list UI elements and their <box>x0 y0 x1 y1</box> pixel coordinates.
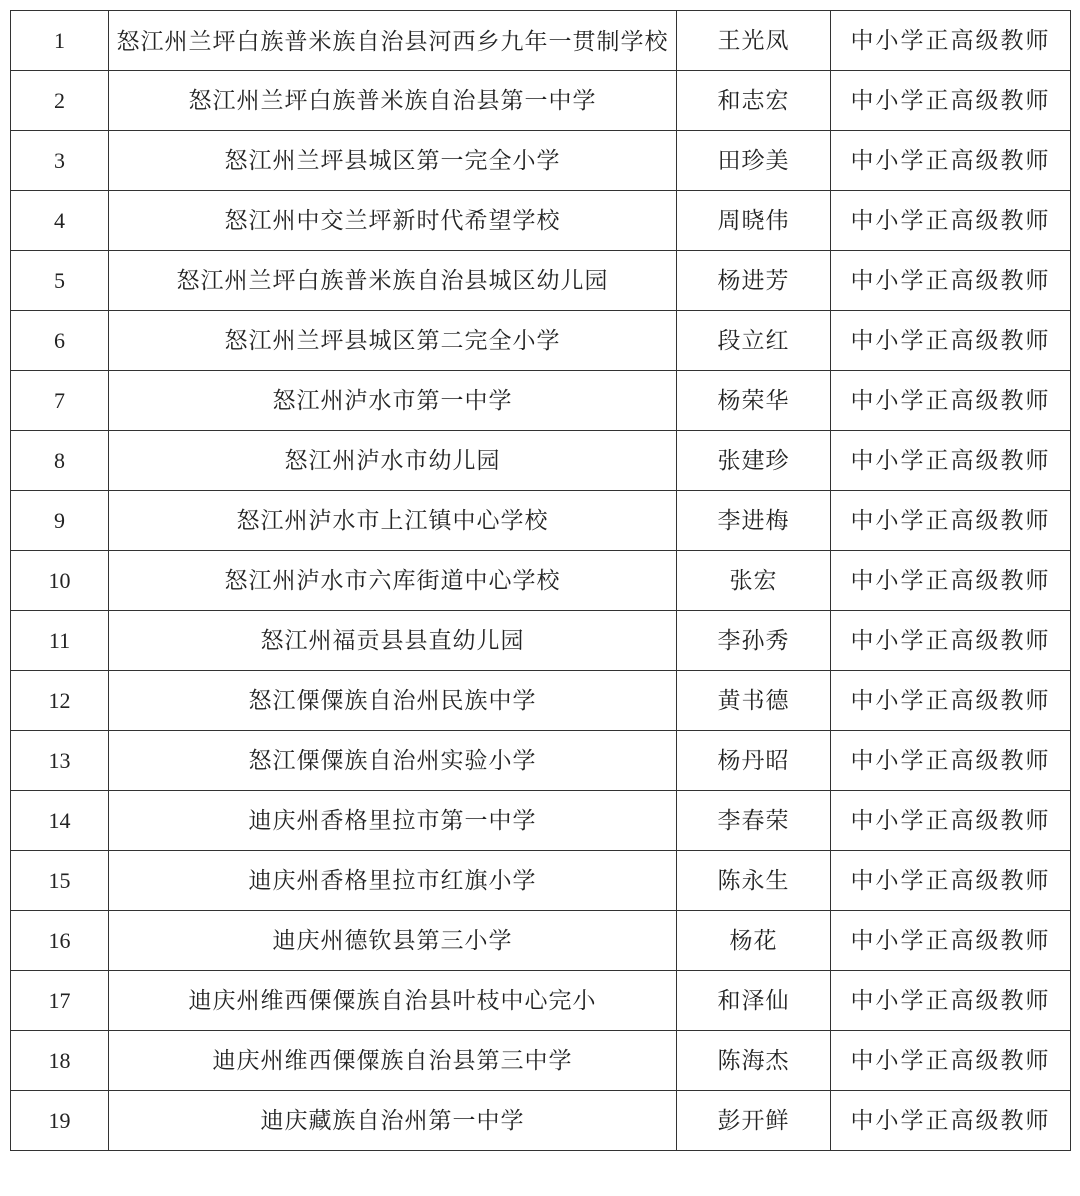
row-number: 16 <box>11 911 109 971</box>
teacher-title: 中小学正高级教师 <box>831 971 1071 1031</box>
teacher-title: 中小学正高级教师 <box>831 371 1071 431</box>
teacher-name: 杨花 <box>677 911 831 971</box>
school-name: 怒江州泸水市第一中学 <box>109 371 677 431</box>
teacher-name: 王光凤 <box>677 11 831 71</box>
row-number: 7 <box>11 371 109 431</box>
table-row <box>11 611 1071 671</box>
teacher-title: 中小学正高级教师 <box>831 731 1071 791</box>
table-row <box>11 791 1071 851</box>
teacher-name: 杨进芳 <box>677 251 831 311</box>
teacher-title: 中小学正高级教师 <box>831 491 1071 551</box>
teacher-name: 李进梅 <box>677 491 831 551</box>
school-name: 怒江州中交兰坪新时代希望学校 <box>109 191 677 251</box>
row-number: 3 <box>11 131 109 191</box>
teacher-title: 中小学正高级教师 <box>831 1091 1071 1151</box>
teacher-name: 张宏 <box>677 551 831 611</box>
teacher-name: 和志宏 <box>677 71 831 131</box>
school-name: 迪庆州香格里拉市红旗小学 <box>109 851 677 911</box>
teacher-title: 中小学正高级教师 <box>831 11 1071 71</box>
row-number: 5 <box>11 251 109 311</box>
row-number: 1 <box>11 11 109 71</box>
row-number: 10 <box>11 551 109 611</box>
teacher-name: 杨荣华 <box>677 371 831 431</box>
table-row <box>11 311 1071 371</box>
teacher-name: 李孙秀 <box>677 611 831 671</box>
school-name: 怒江州兰坪白族普米族自治县河西乡九年一贯制学校 <box>109 11 677 71</box>
teacher-title: 中小学正高级教师 <box>831 251 1071 311</box>
row-number: 14 <box>11 791 109 851</box>
row-number: 4 <box>11 191 109 251</box>
teacher-name: 杨丹昭 <box>677 731 831 791</box>
teacher-name: 彭开鲜 <box>677 1091 831 1151</box>
school-name: 怒江州兰坪县城区第二完全小学 <box>109 311 677 371</box>
table-row <box>11 551 1071 611</box>
school-name: 怒江州兰坪白族普米族自治县城区幼儿园 <box>109 251 677 311</box>
school-name: 怒江州泸水市上江镇中心学校 <box>109 491 677 551</box>
teacher-name: 陈海杰 <box>677 1031 831 1091</box>
row-number: 8 <box>11 431 109 491</box>
school-name: 迪庆藏族自治州第一中学 <box>109 1091 677 1151</box>
teacher-name: 陈永生 <box>677 851 831 911</box>
teacher-title: 中小学正高级教师 <box>831 851 1071 911</box>
row-number: 18 <box>11 1031 109 1091</box>
school-name: 怒江州兰坪县城区第一完全小学 <box>109 131 677 191</box>
row-number: 17 <box>11 971 109 1031</box>
school-name: 怒江州泸水市幼儿园 <box>109 431 677 491</box>
table-row <box>11 71 1071 131</box>
table-row <box>11 1031 1071 1091</box>
teacher-title: 中小学正高级教师 <box>831 131 1071 191</box>
teacher-title: 中小学正高级教师 <box>831 431 1071 491</box>
teacher-title: 中小学正高级教师 <box>831 911 1071 971</box>
table-row <box>11 911 1071 971</box>
table-row <box>11 251 1071 311</box>
teacher-list-table <box>10 10 1071 1151</box>
teacher-name: 田珍美 <box>677 131 831 191</box>
school-name: 怒江州泸水市六库街道中心学校 <box>109 551 677 611</box>
teacher-list-table-container <box>10 10 1070 1151</box>
school-name: 怒江州福贡县县直幼儿园 <box>109 611 677 671</box>
teacher-title: 中小学正高级教师 <box>831 551 1071 611</box>
teacher-name: 和泽仙 <box>677 971 831 1031</box>
teacher-name: 李春荣 <box>677 791 831 851</box>
teacher-title: 中小学正高级教师 <box>831 71 1071 131</box>
table-row <box>11 971 1071 1031</box>
table-row <box>11 731 1071 791</box>
table-row <box>11 1091 1071 1151</box>
table-row <box>11 491 1071 551</box>
row-number: 6 <box>11 311 109 371</box>
table-row <box>11 131 1071 191</box>
school-name: 迪庆州维西傈僳族自治县第三中学 <box>109 1031 677 1091</box>
teacher-title: 中小学正高级教师 <box>831 791 1071 851</box>
teacher-name: 黄书德 <box>677 671 831 731</box>
school-name: 怒江傈僳族自治州实验小学 <box>109 731 677 791</box>
table-row <box>11 851 1071 911</box>
row-number: 15 <box>11 851 109 911</box>
teacher-name: 段立红 <box>677 311 831 371</box>
teacher-name: 张建珍 <box>677 431 831 491</box>
row-number: 19 <box>11 1091 109 1151</box>
table-row <box>11 371 1071 431</box>
table-body <box>11 11 1071 1151</box>
teacher-title: 中小学正高级教师 <box>831 671 1071 731</box>
school-name: 迪庆州香格里拉市第一中学 <box>109 791 677 851</box>
school-name: 怒江州兰坪白族普米族自治县第一中学 <box>109 71 677 131</box>
table-row <box>11 671 1071 731</box>
teacher-title: 中小学正高级教师 <box>831 611 1071 671</box>
teacher-title: 中小学正高级教师 <box>831 191 1071 251</box>
school-name: 迪庆州德钦县第三小学 <box>109 911 677 971</box>
school-name: 怒江傈僳族自治州民族中学 <box>109 671 677 731</box>
row-number: 11 <box>11 611 109 671</box>
row-number: 13 <box>11 731 109 791</box>
table-row <box>11 431 1071 491</box>
row-number: 2 <box>11 71 109 131</box>
row-number: 9 <box>11 491 109 551</box>
teacher-title: 中小学正高级教师 <box>831 1031 1071 1091</box>
table-row <box>11 11 1071 71</box>
teacher-name: 周晓伟 <box>677 191 831 251</box>
school-name: 迪庆州维西傈僳族自治县叶枝中心完小 <box>109 971 677 1031</box>
row-number: 12 <box>11 671 109 731</box>
teacher-title: 中小学正高级教师 <box>831 311 1071 371</box>
table-row <box>11 191 1071 251</box>
